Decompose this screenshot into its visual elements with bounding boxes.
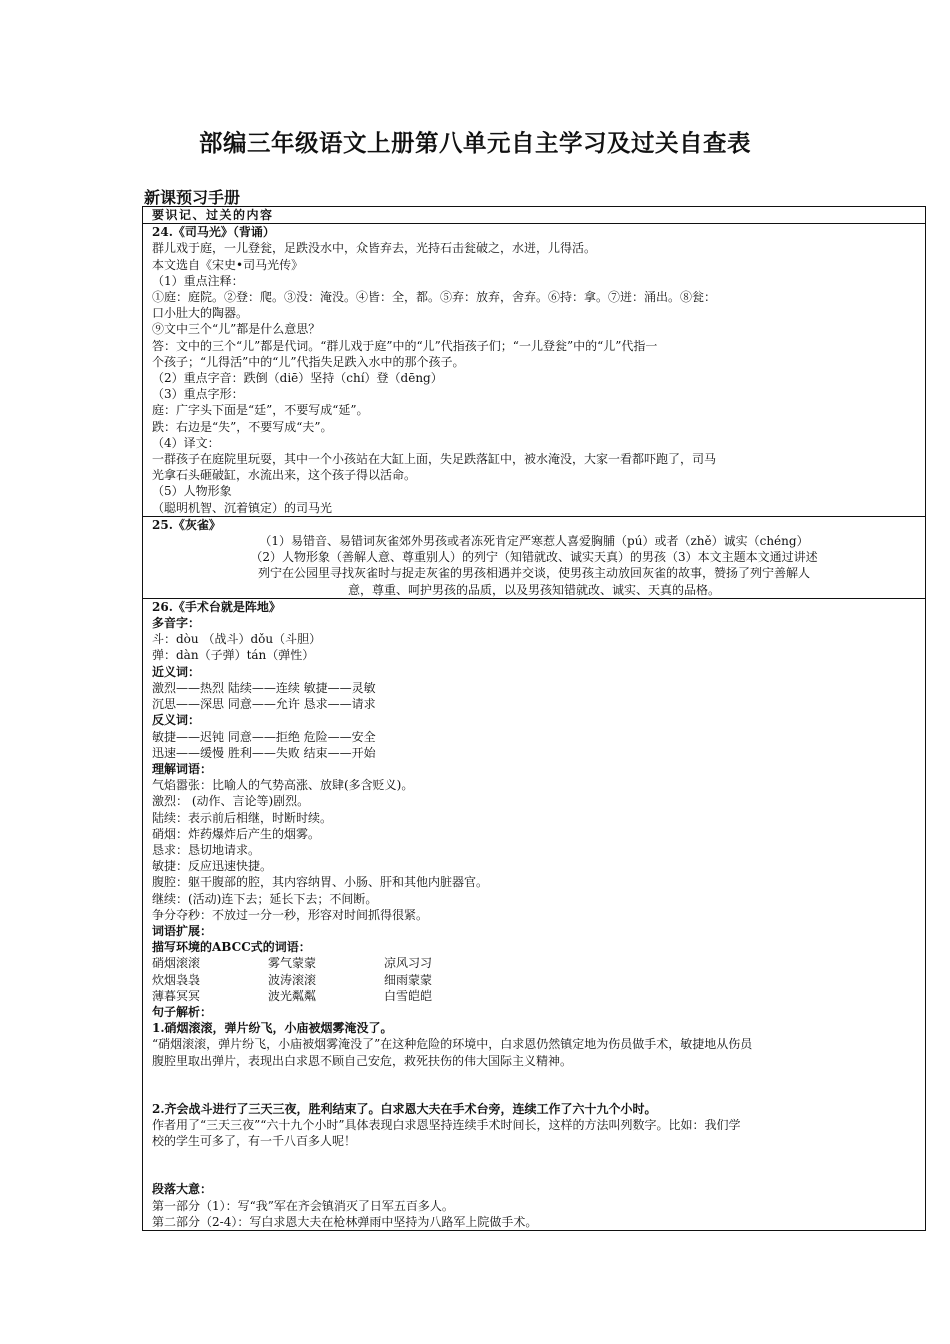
meaning-item: 争分夺秒：不放过一分一秒，形容对时间抓得很紧。: [152, 907, 429, 922]
sentence-label: 句子解析：: [152, 1004, 213, 1019]
antonym-line: 敏捷——迟钝 同意——拒绝 危险——安全: [152, 729, 376, 744]
expand-word: 凉风习习: [384, 956, 433, 971]
antonym-label: 反义词：: [152, 713, 201, 728]
lesson-25-row: [143, 516, 926, 598]
lesson-26-row: [143, 598, 926, 1230]
table-header: 要识记、过关的内容: [152, 208, 274, 222]
spacer: [152, 1149, 916, 1165]
expand-word: 炊烟袅袅: [152, 972, 201, 987]
lesson-25-line: （2）人物形象（善解人意、尊重别人）的列宁（知错就改、诚实天真）的男孩（3）本文主题本文通过讲述: [250, 550, 818, 565]
expand-label: 词语扩展：: [152, 923, 213, 938]
sentence-2-note: 校的学生可多了，有一千八百多人呢！: [152, 1134, 357, 1149]
synonym-line: 沉思——深思 同意——允许 恳求——请求: [152, 697, 376, 712]
lesson-25-line: 列宁在公园里寻找灰雀时与捉走灰雀的男孩相遇并交谈，使男孩主动放回灰雀的故事，赞扬了列宁善解人: [257, 566, 810, 581]
meaning-item: 陆续：表示前后相继，时断时续。: [152, 810, 333, 825]
expand-row: [152, 988, 916, 1004]
expand-word: 白雪皑皑: [384, 988, 433, 1003]
meaning-item: 继续：(活动)连下去；延长下去；不间断。: [152, 891, 378, 906]
lesson-24-line: 群儿戏于庭，一儿登瓮，足跌没水中，众皆弃去，光持石击瓮破之，水迸，儿得活。: [152, 241, 597, 256]
paragraph-summary: 第二部分（2-4）：写白求恩大夫在枪林弹雨中坚持为八路军上院做手术。: [152, 1214, 538, 1229]
lesson-26-heading: 26.《手术台就是阵地》: [152, 599, 281, 614]
lesson-24-line: （1）重点注释：: [152, 273, 244, 288]
header-cell: [143, 207, 926, 224]
lesson-24-line: ①庭：庭院。②登：爬。③没：淹没。④皆：全，都。⑤弃：放弃，舍弃。⑥持：拿。⑦迸：涌出。⑧瓮：: [152, 290, 717, 305]
lesson-25-line: （1）易错音、易错词灰雀郊外男孩或者冻死肯定严寒惹人喜爱胸脯（pú）或者（zhě）诚实（chéng）: [259, 534, 809, 549]
meaning-label: 理解词语：: [152, 761, 213, 776]
expand-row: [152, 972, 916, 988]
content-table: [142, 206, 926, 1231]
lesson-25-line: 意，尊重、呵护男孩的品质，以及男孩知错就改、诚实、天真的品格。: [347, 582, 720, 597]
expand-row: [152, 955, 916, 971]
lesson-24-line: ⑨文中三个“儿”都是什么意思？: [152, 322, 321, 337]
section-title: 新课预习手册: [144, 188, 241, 207]
paragraph-summary: 第一部分（1）：写“我”军在齐会镇消灭了日军五百多人。: [152, 1198, 454, 1213]
lesson-24-line: 本文选自《宋史•司马光传》: [152, 257, 304, 272]
meaning-item: 气焰嚣张：比喻人的气势高涨、放肆(多含贬义)。: [152, 778, 414, 793]
meaning-item: 恳求：恳切地请求。: [152, 842, 261, 857]
lesson-24-body: [152, 240, 916, 515]
expand-word: 雾气蒙蒙: [268, 956, 317, 971]
lesson-24-heading: 24.《司马光》（背诵）: [152, 225, 275, 240]
expand-word: 薄暮冥冥: [152, 988, 201, 1003]
lesson-24-line: 光拿石头砸破缸，水流出来，这个孩子得以活命。: [152, 468, 417, 483]
lesson-24-row: [143, 224, 926, 517]
meaning-item: 硝烟：炸药爆炸后产生的烟雾。: [152, 826, 321, 841]
expand-word: 波涛滚滚: [268, 972, 317, 987]
lesson-24-line: （4）译文：: [152, 435, 220, 450]
lesson-24-line: 口小肚大的陶器。: [152, 306, 249, 321]
lesson-24-line: 答：文中的三个“儿”都是代词。“群儿戏于庭”中的“儿”代指孩子们；“一儿登瓮”中的“儿”代指一: [152, 338, 658, 353]
meaning-item: 敏捷：反应迅速快捷。: [152, 859, 273, 874]
lesson-24-line: 跌：右边是“失”，不要写成“夫”。: [152, 419, 333, 434]
synonym-line: 激烈——热烈 陆续——连续 敏捷——灵敏: [152, 680, 376, 695]
paragraph-label: 段落大意：: [152, 1182, 213, 1197]
antonym-line: 迅速——缓慢 胜利——失败 结束——开始: [152, 745, 376, 760]
sentence-2-note: 作者用了“三天三夜”“六十九个小时”具体表现白求恩坚持连续手术时间长，这样的方法叫列数字。比如：我们学: [152, 1117, 741, 1132]
header-row: [143, 207, 926, 224]
expand-word: 硝烟滚滚: [152, 956, 201, 971]
expand-word: 波光粼粼: [268, 988, 317, 1003]
meaning-item: 激烈： (动作、言论等)剧烈。: [152, 794, 310, 809]
lesson-26-cell: [143, 598, 926, 1230]
polyphone-item: 弹：dàn（子弹）tán（弹性）: [152, 648, 315, 663]
meaning-item: 腹腔：躯干腹部的腔，其内容纳胃、小肠、肝和其他内脏器官。: [152, 875, 489, 890]
sentence-2: 2.齐会战斗进行了三天三夜，胜利结束了。白求恩大夫在手术台旁，连续工作了六十九个小时。: [152, 1101, 657, 1116]
lesson-24-line: （5）人物形象: [152, 484, 232, 499]
lesson-25-cell: [143, 516, 926, 598]
page-title: 部编三年级语文上册第八单元自主学习及过关自查表: [199, 129, 751, 157]
synonym-label: 近义词：: [152, 664, 201, 679]
lesson-24-line: 个孩子；“儿得活”中的“儿”代指失足跌入水中的那个孩子。: [152, 354, 465, 369]
spacer: [152, 1165, 916, 1181]
sentence-1-note: 腹腔里取出弹片，表现出白求恩不顾自己安危，救死扶伤的伟大国际主义精神。: [152, 1053, 573, 1068]
expand-subtitle: 描写环境的ABCC式的词语：: [152, 940, 311, 955]
sentence-1: 1.硝烟滚滚，弹片纷飞，小庙被烟雾淹没了。: [152, 1021, 393, 1036]
spacer: [152, 1069, 916, 1085]
lesson-24-cell: [143, 224, 926, 517]
lesson-24-line: 庭：广字头下面是“廷”，不要写成“延”。: [152, 403, 369, 418]
lesson-25-heading: 25.《灰雀》: [152, 517, 221, 532]
polyphone-item: 斗：dòu （战斗）dǒu（斗胆）: [152, 632, 322, 647]
meaning-list: [152, 777, 916, 923]
sentence-1-note: “硝烟滚滚，弹片纷飞，小庙被烟雾淹没了”在这种危险的环境中，白求恩仍然镇定地为伤员做手术，敏捷地从伤员: [152, 1037, 753, 1052]
lesson-24-line: （2）重点字音：跌倒（diē）坚持（chí）登（dēng）: [152, 371, 443, 386]
lesson-24-line: （3）重点字形：: [152, 387, 244, 402]
lesson-24-line: 一群孩子在庭院里玩耍，其中一个小孩站在大缸上面，失足跌落缸中，被水淹没，大家一看都吓跑了，司马: [152, 452, 717, 467]
polyphone-label: 多音字：: [152, 616, 201, 631]
lesson-24-line: （聪明机智、沉着镇定）的司马光: [152, 500, 333, 515]
spacer: [152, 1085, 916, 1101]
expand-word: 细雨蒙蒙: [384, 972, 433, 987]
